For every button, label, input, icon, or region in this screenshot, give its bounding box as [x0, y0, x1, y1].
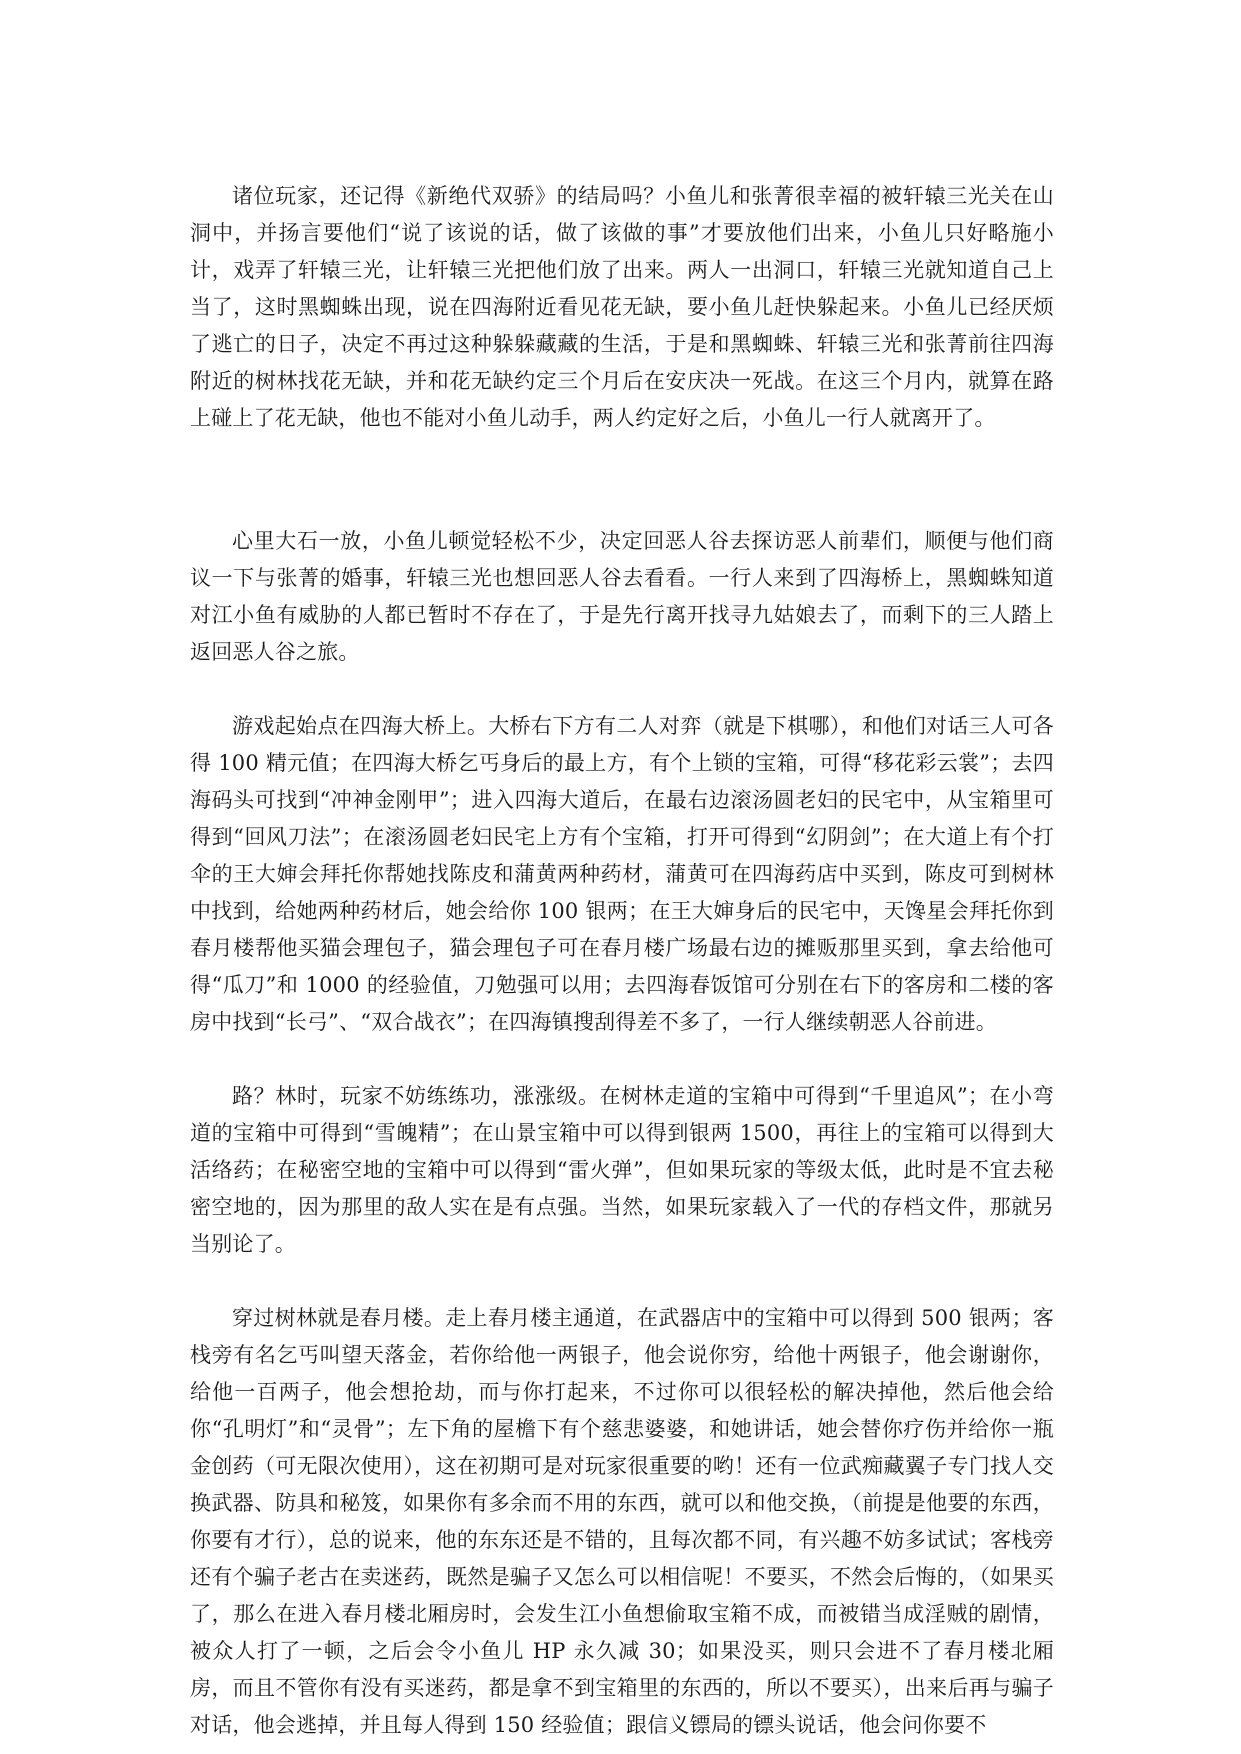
paragraph-sihai-bridge: 游戏起始点在四海大桥上。大桥右下方有二人对弈（就是下棋哪），和他们对话三人可各得 100 精元值；在四海大桥乞丐身后的最上方，有个上锁的宝箱，可得“移花彩云裳”；去四海码头可找到“冲神金刚甲”；进入四海大道后，在最右边滚汤圆老妇的民宅中，从宝箱里可得到“回风刀法”；在滚汤圆老妇民宅上方有个宝箱，打开可得到“幻阴剑”；在大道上有个打伞的王大婶会拜托你帮她找陈皮和蒲黄两种药材，蒲黄可在四海药店中买到，陈皮可到树林中找到，给她两种药材后，她会给你 100 银两；在王大婶身后的民宅中，天馋星会拜托你到春月楼帮他买猫会理包子，猫会理包子可在春月楼广场最右边的摊贩那里买到，拿去给他可得“瓜刀”和 1000 的经验值，刀勉强可以用；去四海春饭馆可分别在右下的客房和二楼的客房中找到“长弓”、“双合战衣”；在四海镇搜刮得差不多了，一行人继续朝恶人谷前进。 [190, 714, 1054, 1034]
document-body [190, 178, 1054, 1744]
paragraph-return-valley: 心里大石一放，小鱼儿顿觉轻松不少，决定回恶人谷去探访恶人前辈们，顺便与他们商议一下与张菁的婚事，轩辕三光也想回恶人谷去看看。一行人来到了四海桥上，黑蜘蛛知道对江小鱼有威胁的人都已暂时不存在了，于是先行离开找寻九姑娘去了，而剩下的三人踏上返回恶人谷之旅。 [190, 529, 1054, 664]
paragraph-forest: 路？林时，玩家不妨练练功，涨涨级。在树林走道的宝箱中可得到“千里追风”；在小弯道的宝箱中可得到“雪魄精”；在山景宝箱中可以得到银两 1500，再往上的宝箱可以得到大活络药；在秘密空地的宝箱中可以得到“雷火弹”，但如果玩家的等级太低，此时是不宜去秘密空地的，因为那里的敌人实在是有点强。当然，如果玩家载入了一代的存档文件，那就另当别论了。 [190, 1084, 1054, 1256]
paragraph-intro: 诸位玩家，还记得《新绝代双骄》的结局吗？小鱼儿和张菁很幸福的被轩辕三光关在山洞中，并扬言要他们“说了该说的话，做了该做的事”才要放他们出来，小鱼儿只好略施小计，戏弄了轩辕三光，让轩辕三光把他们放了出来。两人一出洞口，轩辕三光就知道自己上当了，这时黑蜘蛛出现，说在四海附近看见花无缺，要小鱼儿赶快躲起来。小鱼儿已经厌烦了逃亡的日子，决定不再过这种躲躲藏藏的生活，于是和黑蜘蛛、轩辕三光和张菁前往四海附近的树林找花无缺，并和花无缺约定三个月后在安庆决一死战。在这三个月内，就算在路上碰上了花无缺，他也不能对小鱼儿动手，两人约定好之后，小鱼儿一行人就离开了。 [190, 184, 1054, 430]
paragraph-chunyue-tower: 穿过树林就是春月楼。走上春月楼主通道，在武器店中的宝箱中可以得到 500 银两；客栈旁有名乞丐叫望天落金，若你给他一两银子，他会说你穷，给他十两银子，他会谢谢你，给他一百两子，他会想抢劫，而与你打起来，不过你可以很轻松的解决掉他，然后他会给你“孔明灯”和“灵骨”；左下角的屋檐下有个慈悲婆婆，和她讲话，她会替你疗伤并给你一瓶金创药（可无限次使用），这在初期可是对玩家很重要的哟！还有一位武痴藏翼子专门找人交换武器、防具和秘笈，如果你有多余而不用的东西，就可以和他交换，（前提是他要的东西，你要有才行），总的说来，他的东东还是不错的，且每次都不同，有兴趣不妨多试试；客栈旁还有个骗子老古在卖迷药，既然是骗子又怎么可以相信呢！不要买，不然会后悔的，（如果买了，那么在进入春月楼北厢房时，会发生江小鱼想偷取宝箱不成，而被错当成淫贼的剧情，被众人打了一顿，之后会令小鱼儿 HP 永久减 30；如果没买，则只会进不了春月楼北厢房，而且不管你有没有买迷药，都是拿不到宝箱里的东西的，所以不要买），出来后再与骗子对话，他会逃掉，并且每人得到 150 经验值；跟信义镖局的镖头说话，他会问你要不 [190, 1306, 1054, 1737]
paragraph-spacer [190, 437, 1054, 523]
paragraph-spacer [190, 1041, 1054, 1078]
paragraph-spacer [190, 1263, 1054, 1300]
paragraph-spacer [190, 671, 1054, 708]
